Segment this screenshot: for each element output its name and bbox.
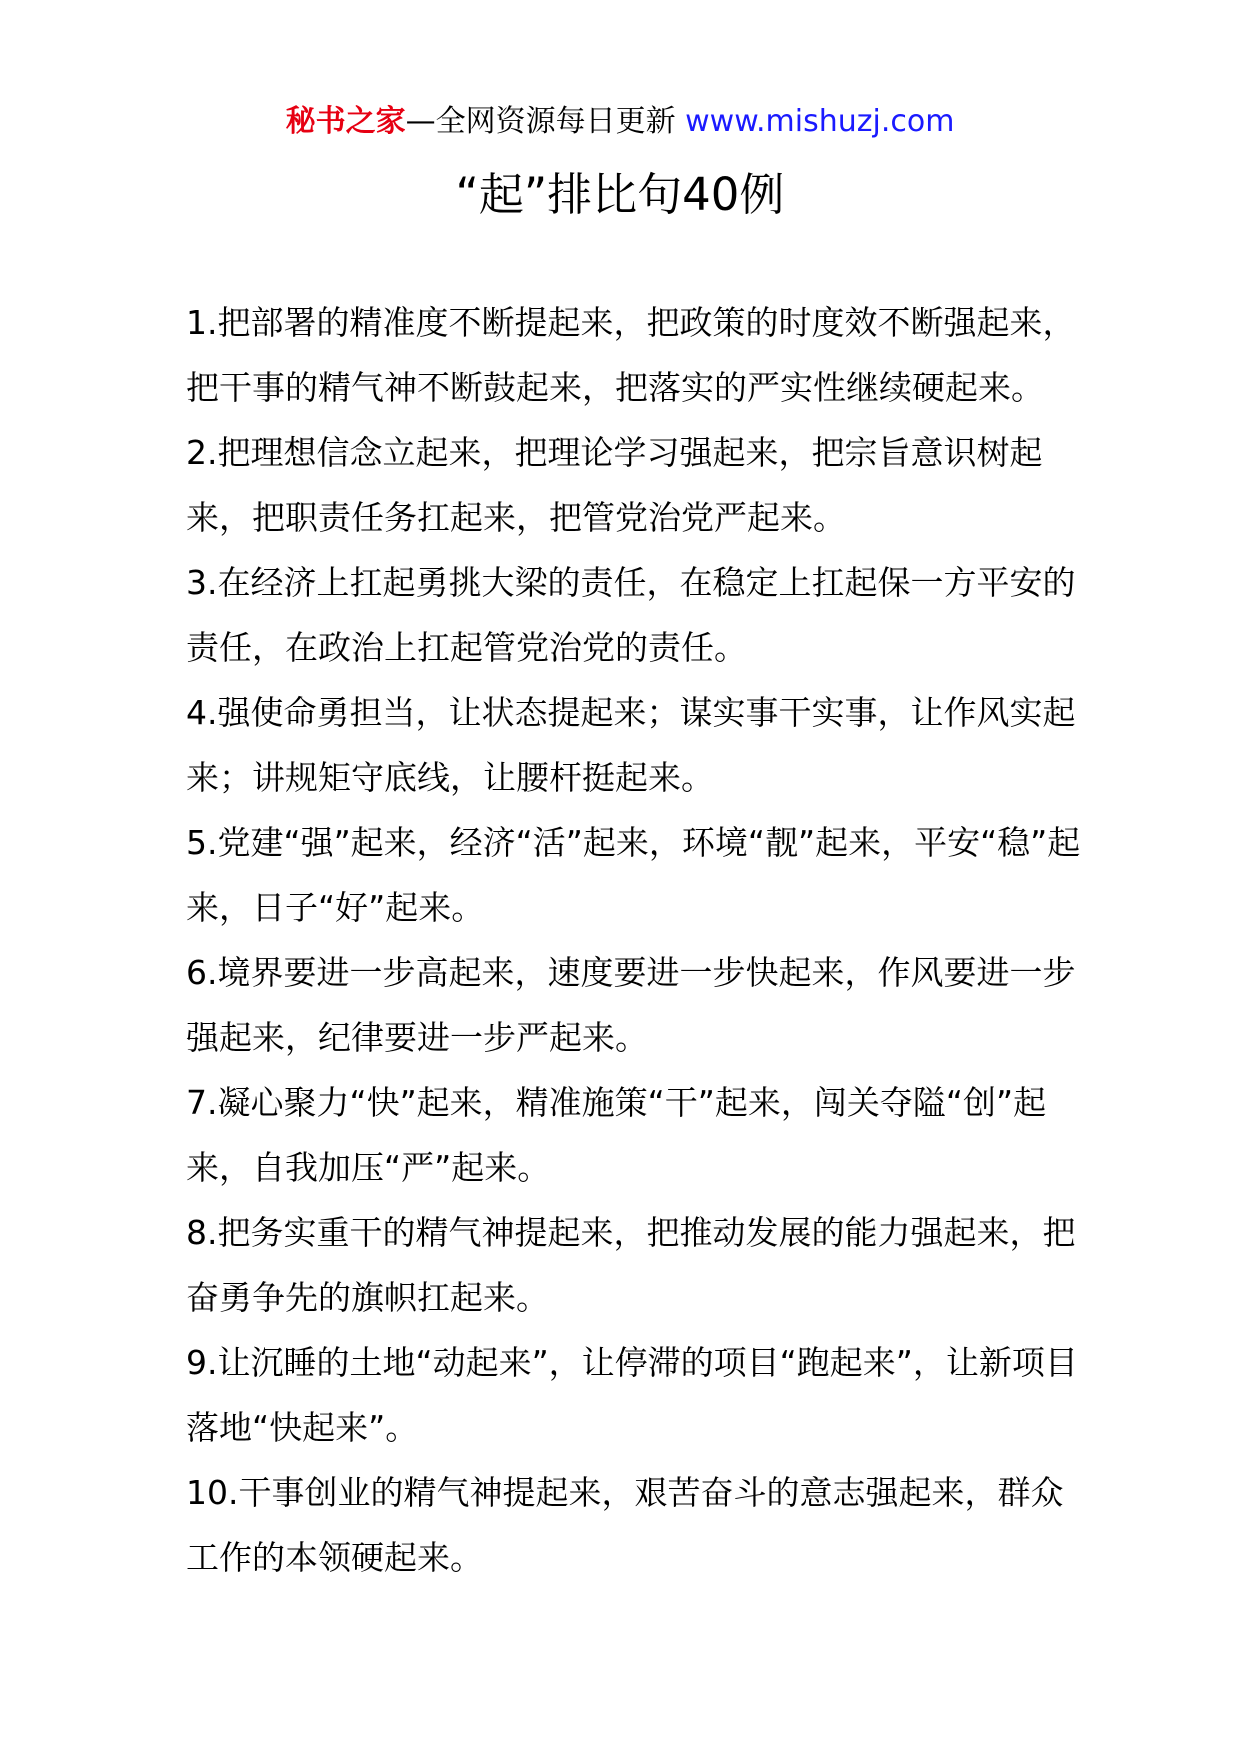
list-item: 5.党建“强”起来，经济“活”起来，环境“靓”起来，平安“稳”起来，日子“好”起来。 [186,823,1081,927]
list-item: 10.干事创业的精气神提起来，艰苦奋斗的意志强起来，群众工作的本领硬起来。 [186,1473,1064,1577]
site-header [0,100,1240,144]
brand-name: 秘书之家 [285,104,406,139]
header-tagline: —全网资源每日更新 [405,104,676,139]
site-url-link[interactable]: www.mishuzj.com [685,104,955,139]
document-body [186,290,1086,1590]
list-item: 6.境界要进一步高起来，速度要进一步快起来，作风要进一步强起来，纪律要进一步严起来。 [186,953,1076,1057]
list-item: 9.让沉睡的土地“动起来”，让停滞的项目“跑起来”，让新项目落地“快起来”。 [186,1343,1078,1447]
list-item: 3.在经济上扛起勇挑大梁的责任，在稳定上扛起保一方平安的责任，在政治上扛起管党治党的责任。 [186,563,1076,667]
document-title: “起”排比句40例 [455,168,785,221]
list-item: 1.把部署的精准度不断提起来，把政策的时度效不断强起来，把干事的精气神不断鼓起来，把落实的严实性继续硬起来。 [186,303,1076,407]
list-item: 8.把务实重干的精气神提起来，把推动发展的能力强起来，把奋勇争先的旗帜扛起来。 [186,1213,1076,1317]
list-item: 2.把理想信念立起来，把理论学习强起来，把宗旨意识树起来，把职责任务扛起来，把管党治党严起来。 [186,433,1043,537]
list-item: 7.凝心聚力“快”起来，精准施策“干”起来，闯关夺隘“创”起来，自我加压“严”起来。 [186,1083,1047,1187]
list-item: 4.强使命勇担当，让状态提起来；谋实事干实事，让作风实起来；讲规矩守底线，让腰杆挺起来。 [186,693,1076,797]
